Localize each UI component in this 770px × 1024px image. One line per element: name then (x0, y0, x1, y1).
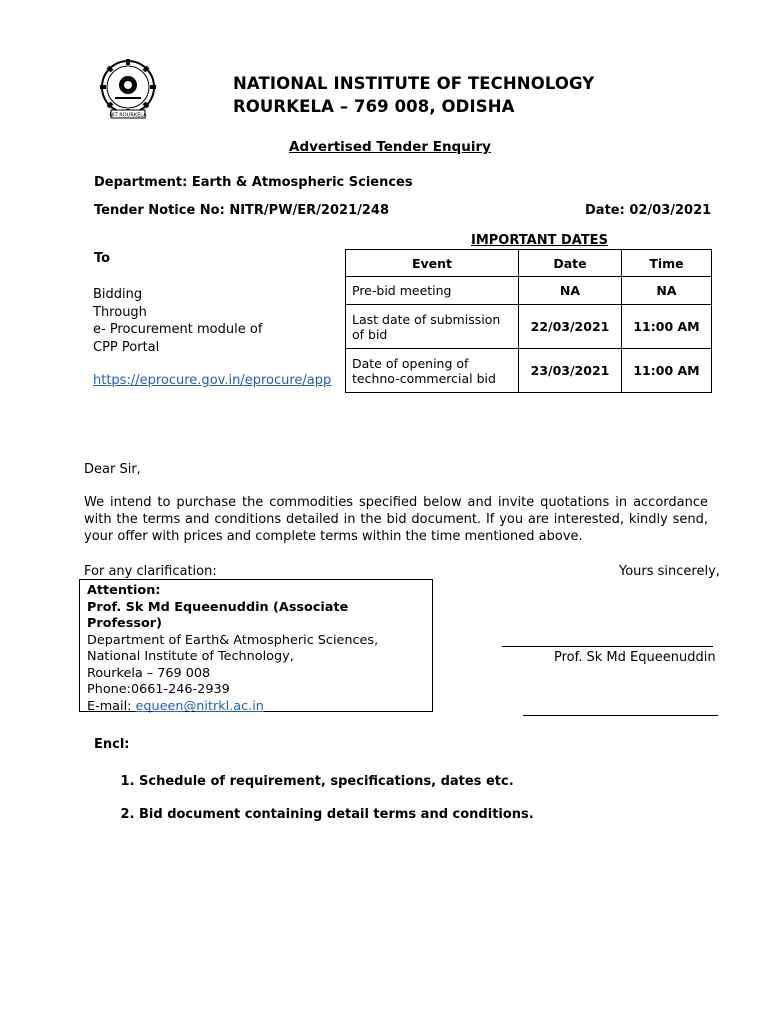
event-cell: Date of opening of techno-commercial bid (346, 349, 519, 393)
time-cell: 11:00 AM (622, 349, 712, 393)
attention-label: Attention: (87, 583, 161, 598)
tender-number: Tender Notice No: NITR/PW/ER/2021/248 (94, 203, 390, 218)
to-line: CPP Portal (93, 339, 160, 355)
table-row (346, 305, 712, 349)
to-label: To (94, 251, 111, 266)
contact-name: Prof. Sk Md Equeenuddin (Associate Professor) (87, 599, 349, 631)
clarification-label: For any clarification: (84, 564, 217, 579)
to-line: Bidding (93, 287, 143, 302)
contact-department: Department of Earth& Atmospheric Sciences, (87, 632, 379, 648)
to-line: e- Procurement module of (93, 322, 263, 337)
institute-logo (97, 58, 159, 120)
page-title: Advertised Tender Enquiry (289, 139, 491, 155)
institute-name: NATIONAL INSTITUTE OF TECHNOLOGY (233, 74, 595, 93)
important-dates-table (345, 249, 712, 393)
table-row (346, 277, 712, 305)
logo-text: NIT ROURKELA (109, 112, 147, 119)
column-header-time: Time (622, 250, 712, 277)
to-address (93, 286, 262, 356)
contact-institute: National Institute of Technology, (87, 649, 294, 664)
list-item: 2. Bid document containing detail terms and conditions. (139, 807, 534, 822)
important-dates-heading: IMPORTANT DATES (471, 233, 608, 248)
encl-label: Encl: (94, 737, 130, 752)
email-link[interactable]: equeen@nitrkl.ac.in (135, 698, 264, 714)
email-label: E-mail: (87, 698, 136, 714)
time-cell: 11:00 AM (622, 305, 712, 349)
time-cell: NA (622, 277, 712, 305)
department: Department: Earth & Atmospheric Sciences (94, 175, 413, 190)
date-cell: 22/03/2021 (519, 305, 622, 349)
eprocure-link[interactable]: https://eprocure.gov.in/eprocure/app (93, 373, 332, 388)
contact-box (79, 579, 433, 712)
salutation: Dear Sir, (84, 462, 141, 477)
table-header-row (346, 250, 712, 277)
signature-line-2 (523, 715, 718, 716)
to-line: Through (93, 304, 147, 320)
date-cell: NA (519, 277, 622, 305)
column-header-date: Date (519, 250, 622, 277)
closing: Yours sincerely, (619, 564, 720, 579)
institute-address: ROURKELA – 769 008, ODISHA (233, 97, 515, 116)
signature-line (502, 646, 713, 647)
column-header-event: Event (346, 250, 519, 277)
table-row (346, 349, 712, 393)
event-cell: Pre-bid meeting (346, 277, 519, 305)
contact-phone: Phone:0661-246-2939 (87, 682, 230, 697)
notice-date: Date: 02/03/2021 (585, 203, 712, 218)
event-cell: Last date of submission of bid (346, 305, 519, 349)
signatory-name: Prof. Sk Md Equeenuddin (554, 650, 716, 665)
list-item: 1. Schedule of requirement, specifications, dates etc. (139, 774, 534, 789)
contact-city: Rourkela – 769 008 (87, 665, 211, 681)
body-paragraph: We intend to purchase the commodities specified below and invite quotations in accordance with the terms and conditions detailed in the bid document. If you are interested, kindly send, your offer with prices and complete terms within the time mentioned above. (84, 495, 708, 544)
date-cell: 23/03/2021 (519, 349, 622, 393)
enclosure-list (91, 774, 534, 840)
contact-email-row (87, 699, 425, 716)
